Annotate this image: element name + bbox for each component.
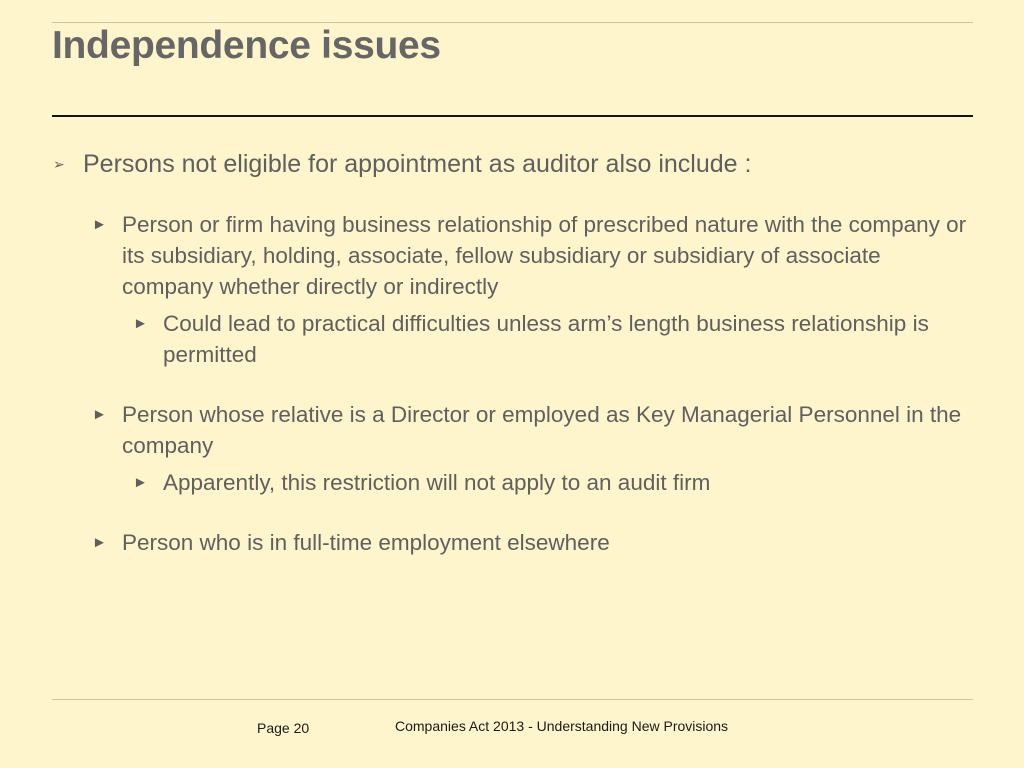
title-divider (52, 115, 973, 117)
triangle-bullet-icon: ► (92, 216, 107, 233)
arrow-bullet-icon: ➢ (53, 156, 65, 172)
triangle-bullet-icon: ► (133, 474, 148, 491)
sub-bullet-text: Person or firm having business relationship of prescribed nature with the company or its subsidiary, holding, associate, fellow subsidiary or subsidiary of associate company whether directly or indirectly (122, 212, 967, 299)
sub-bullet-text: Person whose relative is a Director or employed as Key Managerial Personnel in the company (122, 402, 962, 458)
footer-divider (52, 699, 973, 700)
slide-title: Independence issues (52, 24, 441, 67)
triangle-bullet-icon: ► (92, 534, 107, 551)
sub-bullet-text: Person who is in full-time employment elsewhere (122, 530, 610, 555)
triangle-bullet-icon: ► (133, 315, 148, 332)
sub-bullet (92, 399, 973, 461)
page-number: Page 20 (257, 720, 310, 736)
nested-bullet-text: Apparently, this restriction will not apply to an audit firm (163, 470, 711, 495)
nested-bullet-text: Could lead to practical difficulties unless arm’s length business relationship is permitted (163, 311, 929, 367)
footer-caption: Companies Act 2013 - Understanding New Provisions (395, 718, 729, 734)
slide-body (52, 146, 973, 564)
top-divider (52, 22, 973, 23)
triangle-bullet-icon: ► (92, 406, 107, 423)
sub-bullet (92, 527, 973, 558)
lead-text: Persons not eligible for appointment as auditor also include : (83, 150, 752, 178)
nested-bullet (133, 308, 973, 370)
sub-bullet (92, 209, 973, 302)
nested-bullet (133, 467, 973, 498)
lead-bullet (52, 146, 973, 182)
